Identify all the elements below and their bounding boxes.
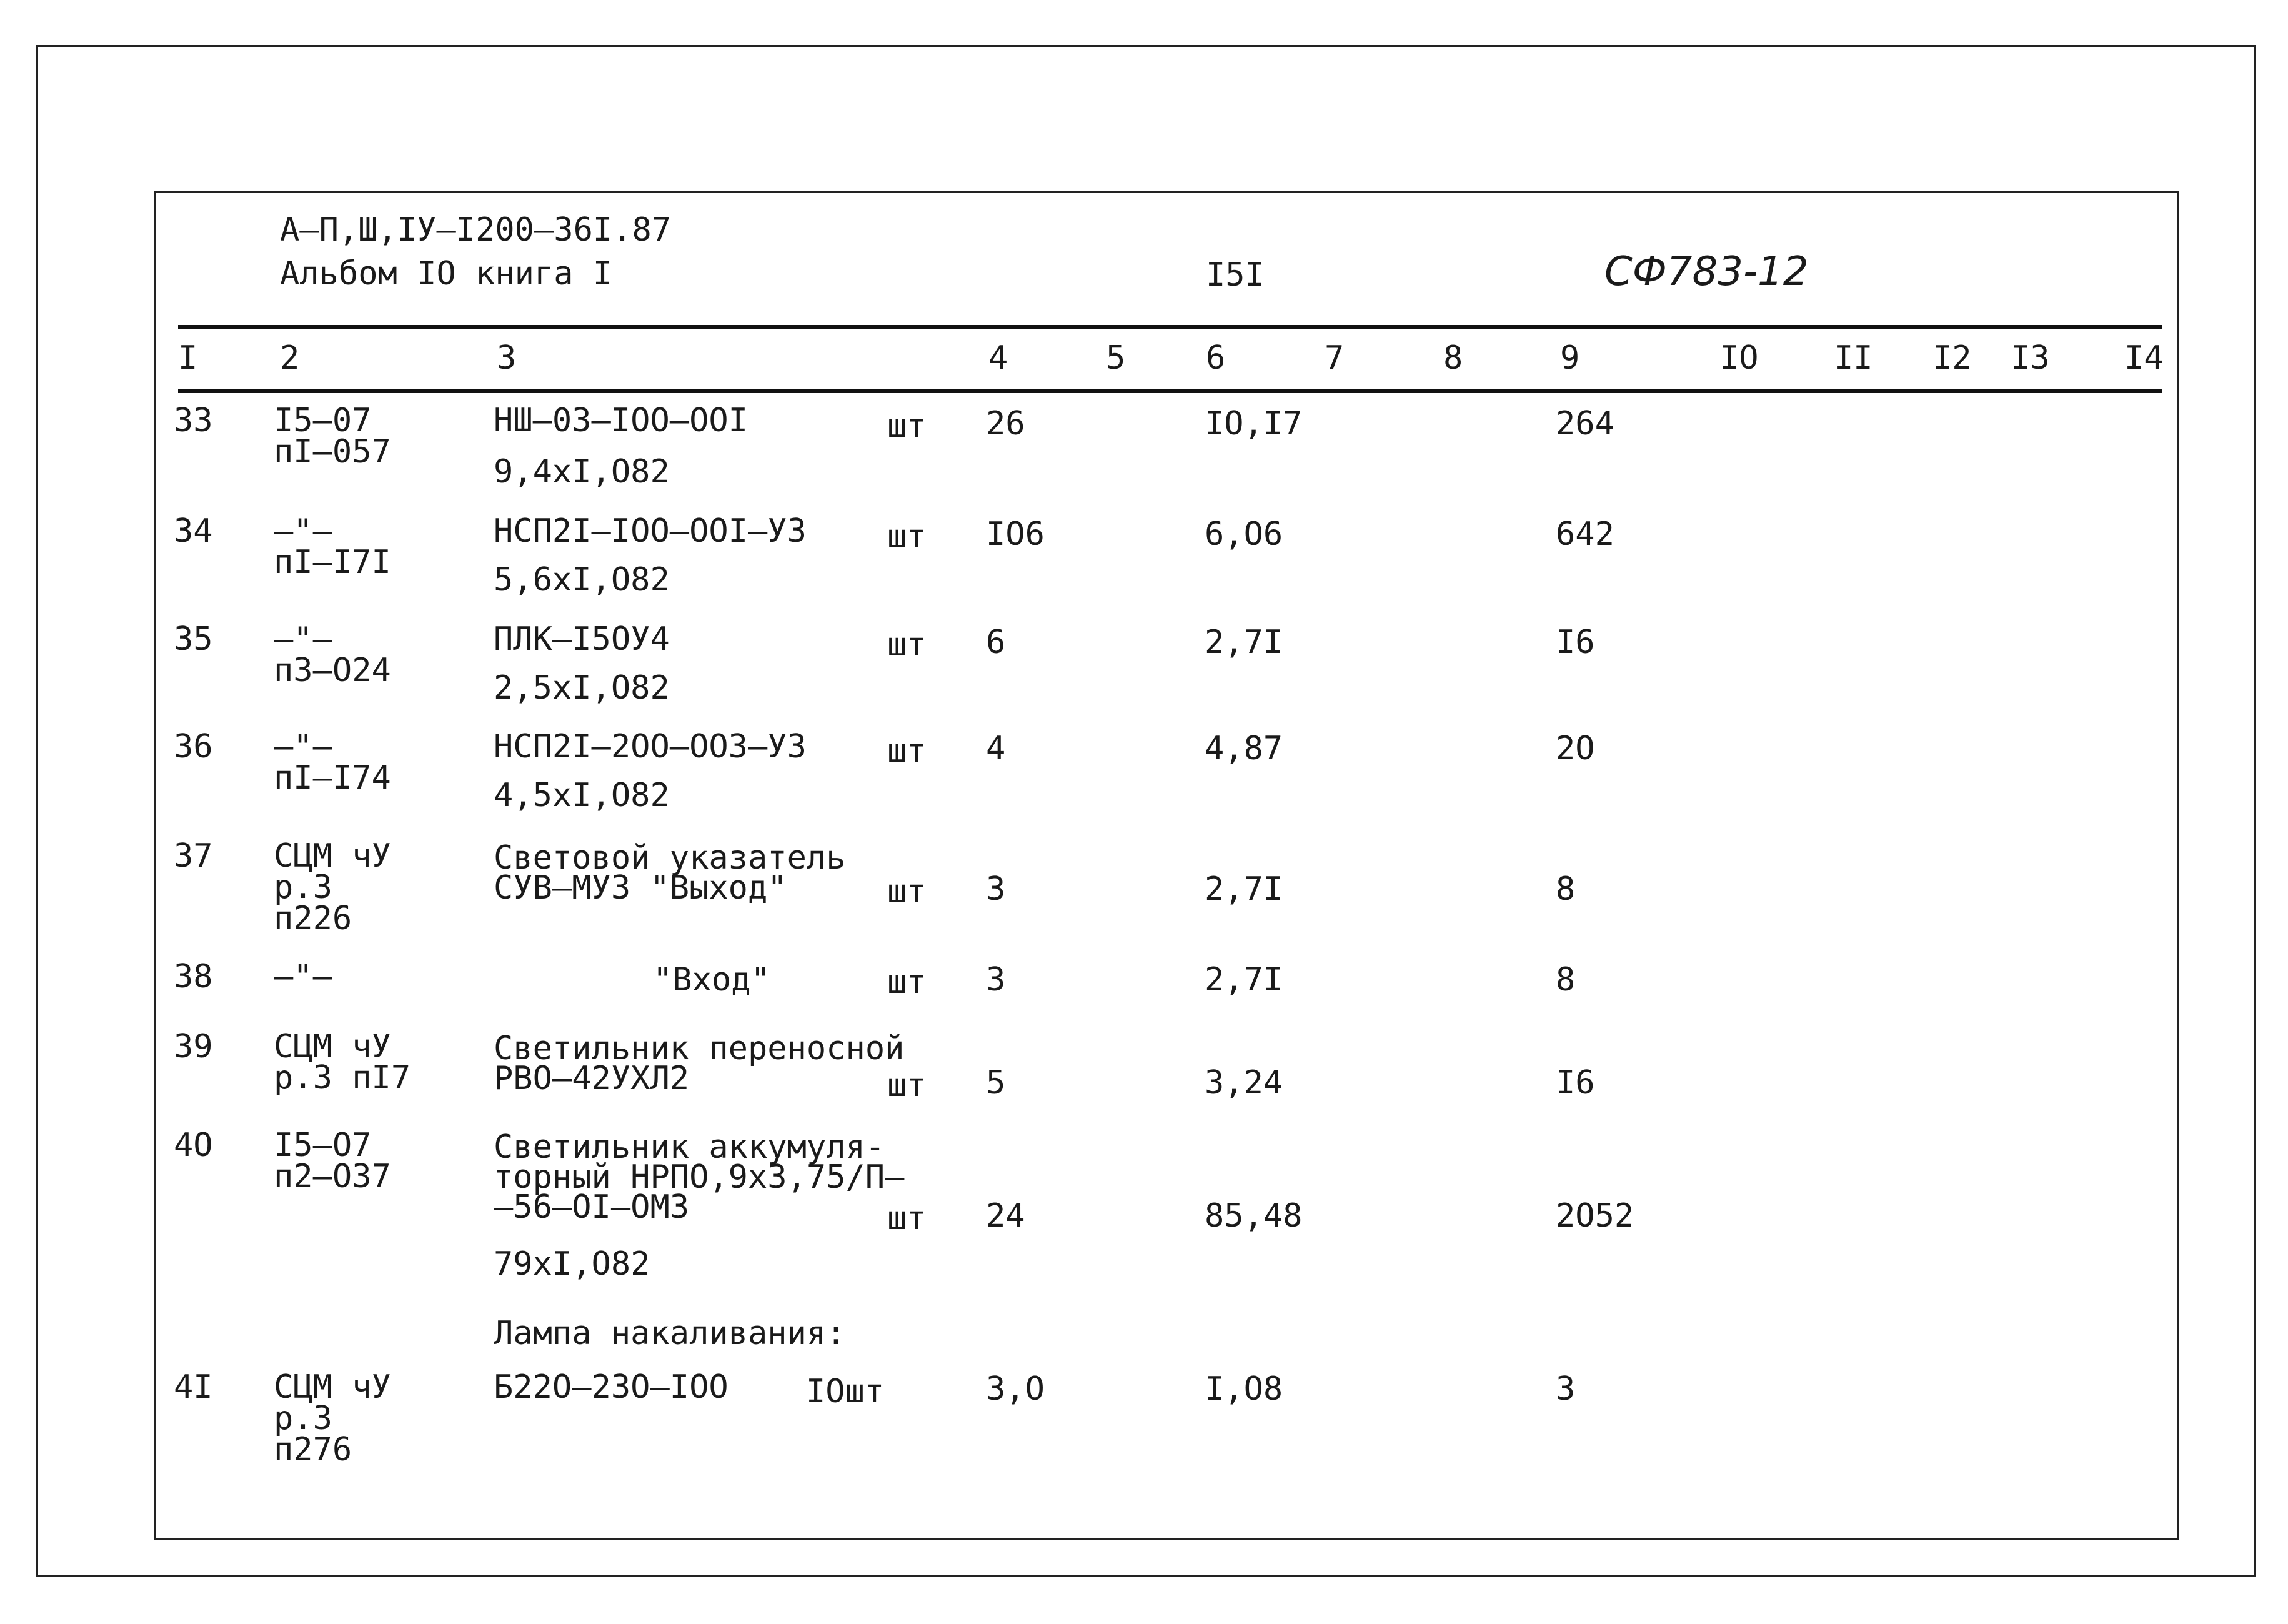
coefficient: 2,5xI,O82 xyxy=(494,669,670,707)
reference-line: пI–057 xyxy=(274,433,391,471)
reference-line: –"– xyxy=(274,958,332,995)
total-value: I6 xyxy=(1556,624,1595,661)
unit: IOшт xyxy=(806,1373,885,1410)
inner-frame xyxy=(154,191,2179,1540)
column-header: II xyxy=(1834,339,1873,377)
header-rule-bottom xyxy=(178,389,2162,393)
unit-price: IO,I7 xyxy=(1205,405,1303,442)
column-header: I xyxy=(178,339,198,377)
total-value: 2O52 xyxy=(1556,1197,1634,1235)
reference-line: п276 xyxy=(274,1431,352,1468)
unit-price: 6,O6 xyxy=(1205,516,1283,553)
row-number: 39 xyxy=(174,1028,213,1065)
column-header: I3 xyxy=(2011,339,2050,377)
column-header: 7 xyxy=(1325,339,1345,377)
reference-line: –"– xyxy=(274,620,332,658)
reference-line: СЦМ чУ xyxy=(274,1368,391,1406)
row-number: 35 xyxy=(174,620,213,658)
unit: шт xyxy=(887,732,927,770)
row-number: 34 xyxy=(174,512,213,550)
sheet-code: СФ783-12 xyxy=(1604,249,1809,295)
coefficient: 5,6xI,O82 xyxy=(494,561,670,599)
item-name-line: Б22O–23O–IOO xyxy=(494,1368,729,1406)
row-number: 33 xyxy=(174,402,213,439)
quantity: 24 xyxy=(986,1197,1025,1235)
item-name-line: Светильник аккумуля- xyxy=(494,1128,885,1166)
coefficient: 4,5xI,O82 xyxy=(494,777,670,814)
unit: шт xyxy=(887,626,927,664)
row-number: 37 xyxy=(174,837,213,875)
reference-line: п2–O37 xyxy=(274,1158,391,1195)
row-number: 4I xyxy=(174,1368,213,1406)
reference-line: пI–I74 xyxy=(274,759,391,797)
coefficient: 9,4xI,O82 xyxy=(494,453,670,491)
reference-line: –"– xyxy=(274,728,332,765)
unit-price: 2,7I xyxy=(1205,961,1283,999)
unit-price: 4,87 xyxy=(1205,730,1283,767)
unit-price: 85,48 xyxy=(1205,1197,1303,1235)
total-value: 8 xyxy=(1556,870,1576,908)
reference-line: СЦМ чУ xyxy=(274,837,391,875)
row-number: 38 xyxy=(174,958,213,995)
unit-price: 2,7I xyxy=(1205,870,1283,908)
total-value: 2O xyxy=(1556,730,1595,767)
total-value: 3 xyxy=(1556,1370,1576,1408)
header-rule-top xyxy=(178,325,2162,329)
row-number: 4O xyxy=(174,1127,213,1164)
unit-price: I,O8 xyxy=(1205,1370,1283,1408)
unit: шт xyxy=(887,1200,927,1237)
total-value: 264 xyxy=(1556,405,1614,442)
unit: шт xyxy=(887,873,927,910)
item-name-line: торный НРПО,9х3,75/П– xyxy=(494,1158,905,1196)
unit: шт xyxy=(887,964,927,1001)
reference-line: –"– xyxy=(274,512,332,550)
quantity: 3 xyxy=(986,870,1006,908)
column-header: I2 xyxy=(1932,339,1972,377)
reference-line: I5–07 xyxy=(274,402,372,439)
quantity: IO6 xyxy=(986,516,1045,553)
column-header: 4 xyxy=(988,339,1008,377)
quantity: 5 xyxy=(986,1064,1006,1102)
unit: шт xyxy=(887,1067,927,1104)
unit-price: 3,24 xyxy=(1205,1064,1283,1102)
quantity: 3,O xyxy=(986,1370,1045,1408)
reference-line: р.3 xyxy=(274,1400,332,1437)
column-header: IO xyxy=(1719,339,1759,377)
item-name-line: СУВ–МУЗ "Выход" xyxy=(494,869,787,907)
quantity: 6 xyxy=(986,624,1006,661)
reference-line: I5–O7 xyxy=(274,1127,372,1164)
column-header: 8 xyxy=(1443,339,1463,377)
quantity: 4 xyxy=(986,730,1006,767)
page-number: I5I xyxy=(1206,256,1265,294)
total-value: I6 xyxy=(1556,1064,1595,1102)
column-header: 2 xyxy=(280,339,300,377)
item-name-line: ПЛК–I5OУ4 xyxy=(494,620,670,658)
item-name-line: НШ–03–IOO–OOI xyxy=(494,402,748,439)
item-name-line: Световой указатель xyxy=(494,839,846,877)
reference-line: р.3 xyxy=(274,869,332,906)
item-name-line: НСП2I–2OO–OO3–УЗ xyxy=(494,728,807,765)
column-header: I4 xyxy=(2124,339,2164,377)
column-header: 6 xyxy=(1206,339,1226,377)
reference-line: пI–I7I xyxy=(274,544,391,581)
quantity: 3 xyxy=(986,961,1006,999)
coefficient: 79xI,O82 xyxy=(494,1245,650,1283)
series-designation: А–П,Ш,IУ–I200–36I.87 xyxy=(280,211,672,249)
unit: шт xyxy=(887,407,927,445)
row-number: 36 xyxy=(174,728,213,765)
column-header: 9 xyxy=(1560,339,1580,377)
reference-line: СЦМ чУ xyxy=(274,1028,391,1065)
section-label: Лампа накаливания: xyxy=(494,1315,846,1352)
reference-line: р.3 пI7 xyxy=(274,1059,411,1097)
column-header: 5 xyxy=(1106,339,1126,377)
item-name-line: Светильник переносной xyxy=(494,1030,905,1067)
quantity: 26 xyxy=(986,405,1025,442)
album-label: Альбом IO книга I xyxy=(280,255,613,292)
reference-line: п226 xyxy=(274,900,352,937)
item-name-line: РВО–42УХЛ2 xyxy=(494,1060,690,1097)
unit-price: 2,7I xyxy=(1205,624,1283,661)
unit: шт xyxy=(887,518,927,555)
total-value: 642 xyxy=(1556,516,1614,553)
total-value: 8 xyxy=(1556,961,1576,999)
item-name-line: НСП2I–IOO–OOI–УЗ xyxy=(494,512,807,550)
item-name-line: "Вход" xyxy=(653,961,770,999)
column-header: 3 xyxy=(497,339,517,377)
item-name-line: –56–OI–OМ3 xyxy=(494,1188,690,1226)
reference-line: п3–O24 xyxy=(274,652,391,689)
